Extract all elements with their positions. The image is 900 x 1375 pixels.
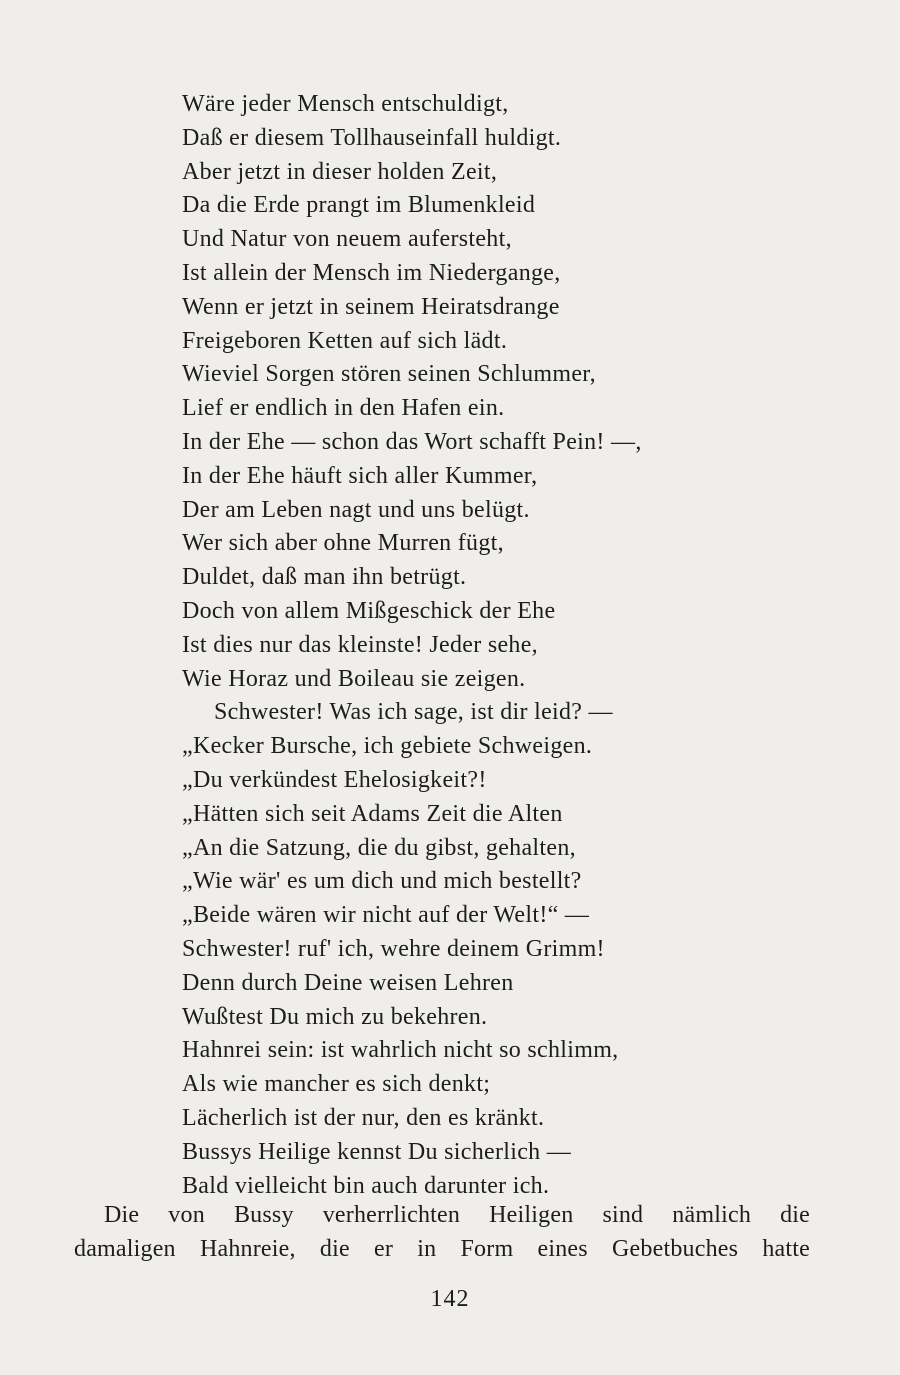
poem-line: Aber jetzt in dieser holden Zeit, (182, 158, 498, 185)
poem-line: Ist allein der Mensch im Niedergange, (182, 259, 561, 286)
poem-line: Lächerlich ist der nur, den es kränkt. (182, 1104, 545, 1131)
poem-line: Da die Erde prangt im Blumenkleid (182, 192, 536, 219)
poem-line: „An die Satzung, die du gibst, gehalten, (182, 834, 576, 861)
poem-line: Wieviel Sorgen stören seinen Schlummer, (182, 361, 596, 388)
poem-line: Wie Horaz und Boileau sie zeigen. (182, 665, 526, 692)
poem-line: Bald vielleicht bin auch darunter ich. (182, 1172, 550, 1199)
poem-line: „Du verkündest Ehelosigkeit?! (182, 766, 487, 793)
poem-line: Der am Leben nagt und uns belügt. (182, 496, 530, 523)
poem-line: Wenn er jetzt in seinem Heiratsdrange (182, 293, 560, 320)
poem-line: „Wie wär' es um dich und mich bestellt? (182, 868, 582, 895)
poem-line: Wäre jeder Mensch entschuldigt, (182, 91, 509, 117)
poem-block (182, 88, 822, 1203)
poem-line: „Beide wären wir nicht auf der Welt!“ — (182, 902, 590, 929)
poem-line: Denn durch Deine weisen Lehren (182, 969, 514, 996)
poem-line: Wer sich aber ohne Murren fügt, (182, 530, 504, 557)
poem-line: Wußtest Du mich zu bekehren. (182, 1003, 488, 1030)
poem-line: „Kecker Bursche, ich gebiete Schweigen. (182, 733, 593, 760)
poem-line: Bussys Heilige kennst Du sicherlich — (182, 1138, 572, 1165)
poem-line: „Hätten sich seit Adams Zeit die Alten (182, 800, 563, 827)
poem-line: Lief er endlich in den Hafen ein. (182, 395, 505, 422)
prose-paragraph (74, 1199, 810, 1266)
poem-line: Schwester! Was ich sage, ist dir leid? — (214, 699, 613, 726)
poem-line: Ist dies nur das kleinste! Jeder sehe, (182, 631, 538, 658)
poem-line: Schwester! ruf' ich, wehre deinem Grimm! (182, 935, 605, 962)
page-number: 142 (430, 1286, 470, 1312)
prose-line: Die von Bussy verherrlichten Heiligen sind nämlich die (104, 1202, 810, 1228)
poem-line: Doch von allem Mißgeschick der Ehe (182, 597, 556, 624)
poem-line: Als wie mancher es sich denkt; (182, 1071, 491, 1098)
prose-line: damaligen Hahnreie, die er in Form eines Gebetbuches hatte (74, 1235, 810, 1262)
poem-line: Duldet, daß man ihn betrügt. (182, 564, 467, 591)
poem-line: In der Ehe häuft sich aller Kummer, (182, 462, 538, 489)
poem-line: In der Ehe — schon das Wort schafft Pein! —, (182, 428, 642, 455)
poem-line: Und Natur von neuem aufersteht, (182, 226, 512, 253)
poem-line: Freigeboren Ketten auf sich lädt. (182, 327, 508, 354)
poem-line: Daß er diesem Tollhauseinfall huldigt. (182, 124, 562, 151)
poem-line: Hahnrei sein: ist wahrlich nicht so schlimm, (182, 1037, 619, 1064)
